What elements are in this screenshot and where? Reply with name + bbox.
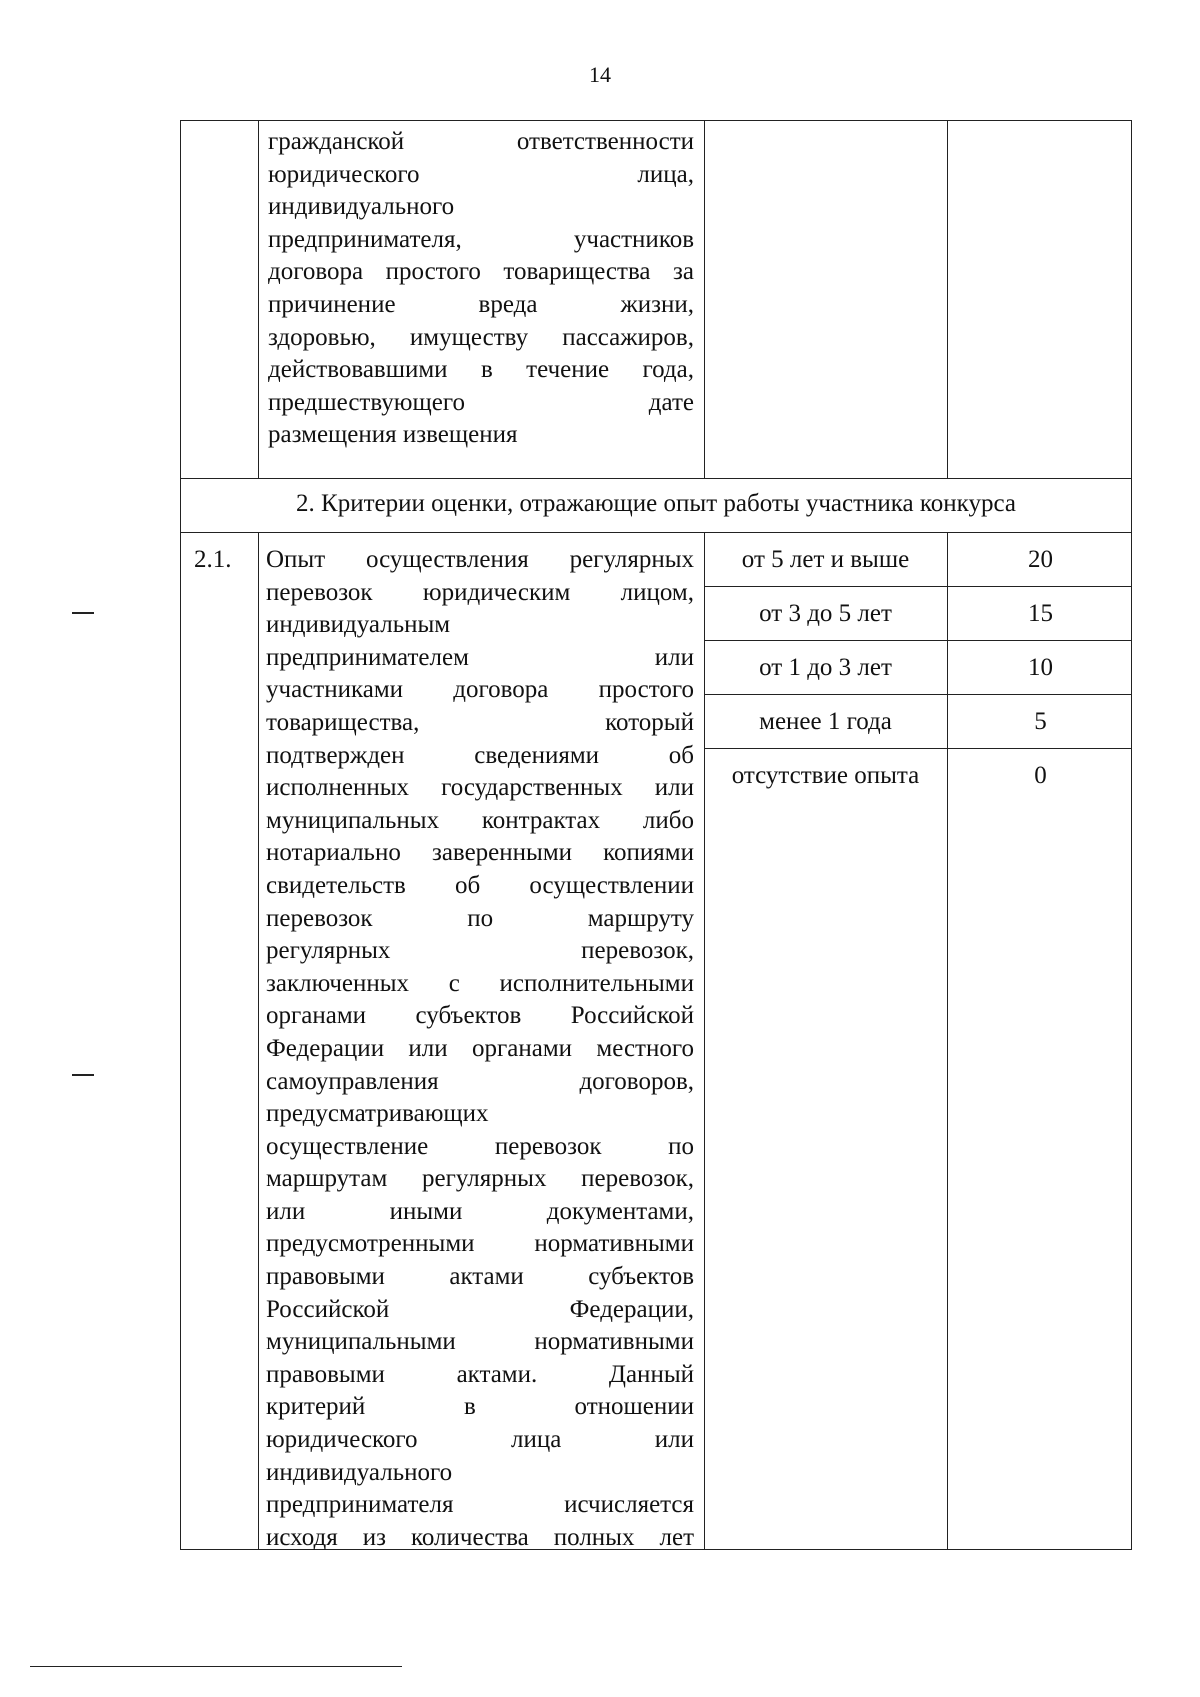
text-line: индивидуального	[266, 1458, 453, 1486]
text-line: причинение вреда жизни,	[268, 290, 694, 318]
score-label: от 5 лет и выше	[741, 546, 910, 573]
text-line: договора простого товарищества за	[268, 258, 694, 286]
score-value: 5	[1034, 708, 1047, 735]
score-value: 15	[1028, 600, 1053, 627]
text-line: товарищества, который	[266, 708, 694, 736]
text-line: предусмотренными нормативными	[266, 1230, 694, 1258]
text-line: осуществление перевозок по	[266, 1132, 694, 1160]
text-line: муниципальными нормативными	[266, 1328, 694, 1356]
text-line: исходя из количества полных лет	[266, 1523, 694, 1551]
score-divider	[704, 586, 1132, 587]
text-line: предпринимателем или	[266, 643, 694, 671]
score-divider	[704, 640, 1132, 641]
criterion-number: 2.1.	[194, 546, 232, 573]
section-heading: 2. Критерии оценки, отражающие опыт работы участника конкурса	[296, 490, 1016, 517]
column-divider	[947, 120, 948, 478]
text-line: правовыми актами. Данный	[266, 1360, 694, 1388]
row-divider	[180, 478, 1132, 479]
text-line: предшествующего дате	[268, 388, 694, 416]
text-line: Российской Федерации,	[266, 1295, 694, 1323]
text-line: правовыми актами субъектов	[266, 1263, 694, 1291]
text-line: самоуправления договоров,	[266, 1067, 694, 1095]
text-line: органами субъектов Российской	[266, 1002, 694, 1030]
text-line: здоровью, имуществу пассажиров,	[268, 323, 694, 351]
text-line: предусматривающих	[266, 1100, 489, 1128]
text-line: действовавшими в течение года,	[268, 356, 694, 384]
score-value: 20	[1028, 546, 1053, 573]
text-line: Федерации или органами местного	[266, 1034, 694, 1062]
text-line: юридического лица или	[266, 1426, 694, 1454]
score-value: 0	[1034, 762, 1047, 789]
text-line: муниципальных контрактах либо	[266, 806, 694, 834]
criteria-table	[180, 120, 1132, 1550]
text-line: предпринимателя исчисляется	[266, 1491, 694, 1519]
score-divider	[704, 748, 1132, 749]
text-line: маршрутам регулярных перевозок,	[266, 1165, 694, 1193]
score-label: отсутствие опыта	[731, 762, 920, 789]
text-line: гражданской ответственности	[268, 128, 694, 155]
margin-mark	[72, 1074, 94, 1076]
criterion-description	[266, 544, 694, 1554]
column-divider	[947, 532, 948, 1550]
column-divider	[258, 120, 259, 478]
text-line: предпринимателя, участников	[268, 225, 694, 253]
text-line: свидетельств об осуществлении	[266, 871, 694, 899]
footer-rule	[30, 1666, 402, 1667]
text-line: нотариально заверенными копиями	[266, 839, 694, 867]
score-label: от 3 до 5 лет	[759, 600, 892, 627]
row-divider	[180, 532, 1132, 533]
text-line: регулярных перевозок,	[266, 937, 694, 965]
score-value: 10	[1028, 654, 1053, 681]
text-line: перевозок юридическим лицом,	[266, 578, 694, 606]
text-line: юридического лица,	[268, 160, 694, 188]
text-line: заключенных с исполнительными	[266, 969, 694, 997]
table-border-top	[180, 120, 1132, 121]
table-border-left	[180, 120, 181, 478]
column-divider	[258, 532, 259, 1550]
text-line: подтвержден сведениями об	[266, 741, 694, 769]
column-divider	[704, 532, 705, 1550]
table-border-left	[180, 478, 181, 1550]
text-line: Опыт осуществления регулярных	[266, 546, 694, 573]
page-number: 14	[589, 62, 611, 87]
text-line: или иными документами,	[266, 1197, 694, 1225]
text-line: размещения извещения	[268, 421, 518, 449]
text-line: индивидуального	[268, 193, 455, 221]
table-border-right	[1131, 120, 1132, 1550]
text-line: исполненных государственных или	[266, 774, 694, 802]
margin-mark	[72, 612, 94, 614]
score-divider	[704, 694, 1132, 695]
text-line: индивидуальным	[266, 611, 451, 639]
text-line: критерий в отношении	[266, 1393, 694, 1421]
score-label: менее 1 года	[759, 708, 892, 735]
text-line: перевозок по маршруту	[266, 904, 694, 932]
column-divider	[704, 120, 705, 478]
text-line: участниками договора простого	[266, 676, 694, 704]
top-row-description	[268, 126, 694, 452]
score-label: от 1 до 3 лет	[759, 654, 892, 681]
